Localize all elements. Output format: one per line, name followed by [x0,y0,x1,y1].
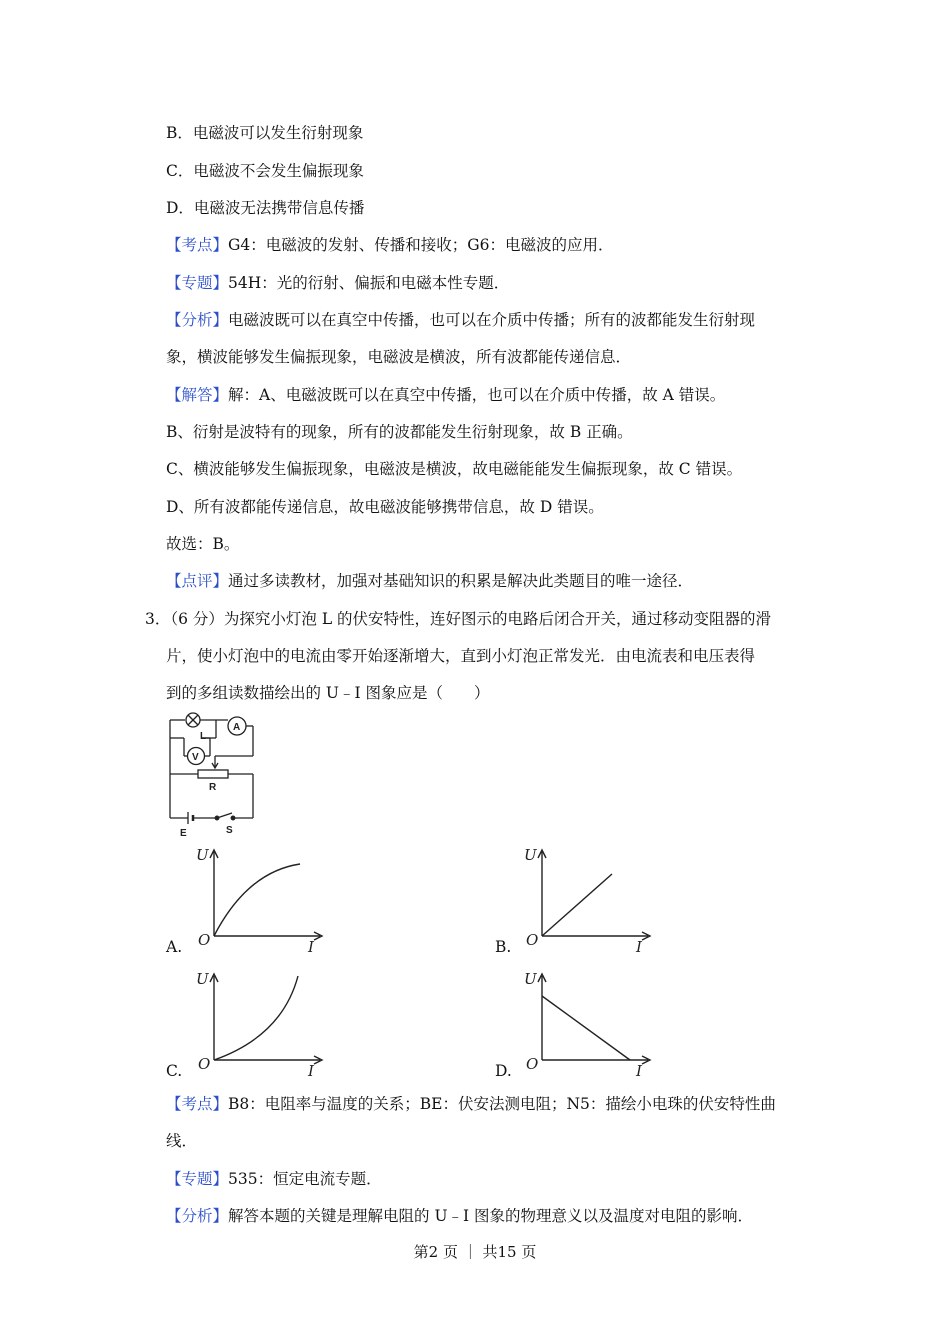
battery-label: E [180,828,187,838]
voltmeter-label: V [192,752,199,763]
q2-fenxi [166,309,755,331]
q3-zhuanti-tag: 【专题】 [166,1170,229,1188]
kaodian-text: G4：电磁波的发射、传播和接收；G6：电磁波的应用． [228,236,614,254]
kaodian-tag: 【考点】 [166,236,229,254]
graph-a [192,842,332,957]
fenxi-text: 电磁波既可以在真空中传播，也可以在介质中传播；所有的波都能发生衍射现 [228,311,756,329]
q2-jieda-d: D、所有波都能传递信息，故电磁波能够携带信息，故 D 错误。 [166,498,604,516]
jieda-text: 解：A、电磁波既可以在真空中传播，也可以在介质中传播，故 A 错误。 [228,386,726,404]
q3-stem-1: 3．（6 分）为探究小灯泡 L 的伏安特性，连好图示的电路后闭合开关，通过移动变阻器的滑 [145,610,772,628]
ammeter-label: A [233,722,241,733]
q2-jieda [166,384,725,406]
graph-d-u: U [524,970,537,988]
option-b: B．电磁波可以发生衍射现象 [166,124,364,142]
jieda-tag: 【解答】 [166,386,229,404]
option-a-label: A. [166,938,183,956]
curve-concave-down [214,864,300,936]
q3-zhuanti [166,1168,382,1190]
q2-dianping [166,570,693,592]
q3-kaodian-tag: 【考点】 [166,1095,229,1113]
graph-d-i: I [636,1062,642,1080]
q3-fenxi-tag: 【分析】 [166,1207,229,1225]
rheostat-symbol [198,770,228,778]
rheostat-label: R [209,782,217,793]
fenxi-tag: 【分析】 [166,311,229,329]
dianping-text: 通过多读教材，加强对基础知识的积累是解决此类题目的唯一途径． [228,572,694,590]
dianping-tag: 【点评】 [166,572,229,590]
graph-a-origin: O [198,931,211,949]
q2-zhuanti [166,272,509,294]
option-c-label: C. [166,1062,183,1080]
option-c: C．电磁波不会发生偏振现象 [166,162,364,180]
graph-b-u: U [524,846,537,864]
q3-kaodian-text: B8：电阻率与温度的关系；BE：伏安法测电阻；N5：描绘小电珠的伏安特性曲 [228,1095,776,1113]
zhuanti-text: 54H：光的衍射、偏振和电磁本性专题． [228,274,510,292]
lamp-label: L [200,731,207,742]
q3-kaodian [166,1093,776,1115]
q3-stem-3: 到的多组读数描绘出的 U﹣I 图象应是（ ） [166,684,490,702]
q2-fenxi-cont: 象，横波能够发生偏振现象，电磁波是横波，所有波都能传递信息． [166,348,632,366]
option-b-label: B. [495,938,512,956]
graph-c-origin: O [198,1055,211,1073]
q2-answer: 故选：B。 [166,535,240,553]
option-d: D．电磁波无法携带信息传播 [166,199,365,217]
q2-jieda-b: B、衍射是波特有的现象，所有的波都能发生衍射现象，故 B 正确。 [166,423,633,441]
switch-symbol [217,813,232,818]
option-d-label: D. [495,1062,512,1080]
graph-a-i: I [308,938,314,956]
q3-fenxi [166,1205,753,1227]
line-decreasing [542,996,630,1060]
graph-b [520,842,660,957]
curve-concave-up [214,976,298,1060]
page-footer: 第2 页 ｜ 共15 页 [413,1243,537,1261]
graph-d [520,966,660,1081]
zhuanti-tag: 【专题】 [166,274,229,292]
line-straight [542,874,612,936]
q2-kaodian [166,234,614,256]
q3-fenxi-text: 解答本题的关键是理解电阻的 U﹣I 图象的物理意义以及温度对电阻的影响． [228,1207,754,1225]
q3-kaodian-cont: 线． [166,1132,198,1150]
q3-zhuanti-text: 535：恒定电流专题． [228,1170,382,1188]
graph-d-origin: O [526,1055,539,1073]
graph-a-u: U [196,846,209,864]
graph-b-origin: O [526,931,539,949]
q2-jieda-c: C、横波能够发生偏振现象，电磁波是横波，故电磁能能发生偏振现象，故 C 错误。 [166,460,743,478]
circuit-diagram [160,712,270,838]
graph-b-i: I [636,938,642,956]
graph-c-i: I [308,1062,314,1080]
q3-stem-2: 片，使小灯泡中的电流由零开始逐渐增大，直到小灯泡正常发光．由电流表和电压表得 [166,647,756,665]
switch-label: S [226,825,233,836]
graph-c-u: U [196,970,209,988]
graph-c [192,966,332,1081]
